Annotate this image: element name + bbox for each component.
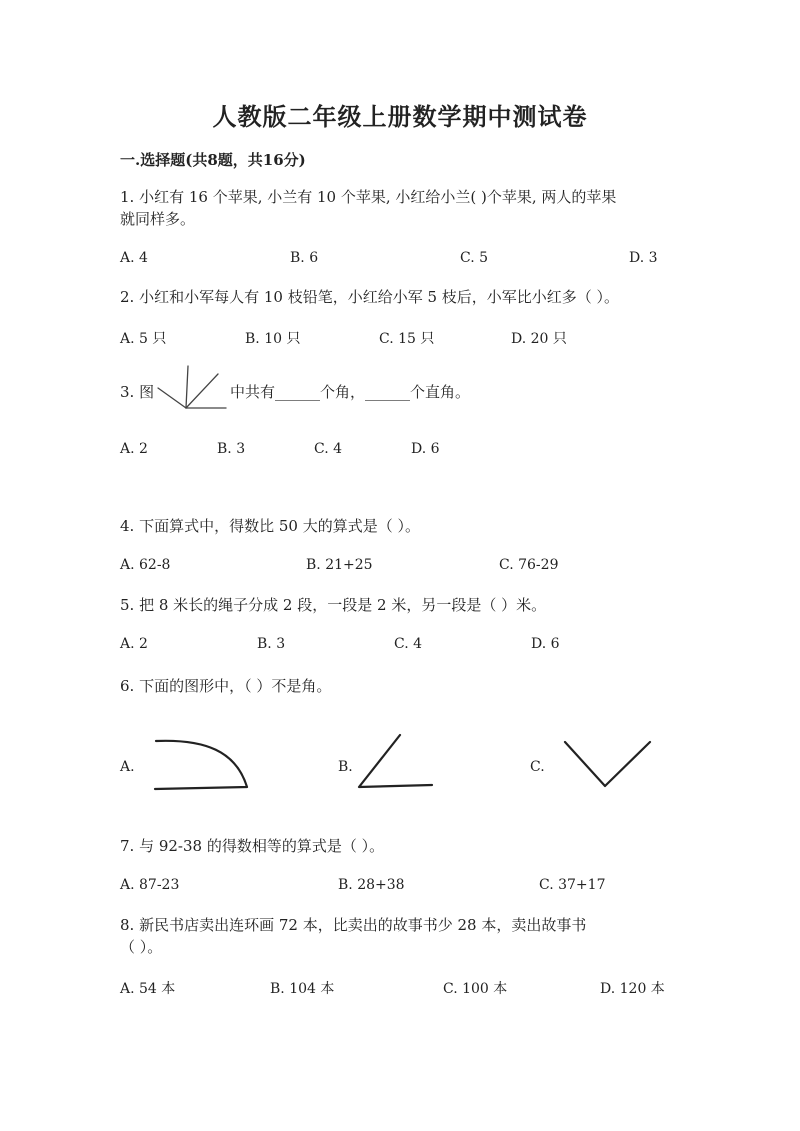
question-7-option-c[interactable]: C. 37+17 [539,877,606,893]
question-4-option-b[interactable]: B. 21+25 [306,557,373,573]
question-5-option-b[interactable]: B. 3 [257,636,286,652]
page-title: 人教版二年级上册数学期中测试卷 [212,102,588,131]
question-4-option-a[interactable]: A. 62-8 [120,557,171,573]
question-3-option-c[interactable]: C. 4 [314,441,343,457]
question-3-prefix: 3. 图 [120,383,155,401]
question-8-line-2: （ ）。 [120,938,163,956]
question-8-option-d[interactable]: D. 120 本 [600,981,665,997]
question-7-text: 7. 与 92-38 的得数相等的算式是（ ）。 [120,837,385,855]
question-4-option-c[interactable]: C. 76-29 [499,557,559,573]
question-8-line-1: 8. 新民书店卖出连环画 72 本，比卖出的故事书少 28 本，卖出故事书 [120,916,587,934]
question-2-option-a[interactable]: A. 5 只 [120,331,167,347]
quarter-arc-figure [150,736,250,792]
question-5-text: 5. 把 8 米长的绳子分成 2 段，一段是 2 米，另一段是（ ）米。 [120,596,547,614]
question-2-option-b[interactable]: B. 10 只 [245,331,301,347]
question-6-text: 6. 下面的图形中，（ ）不是角。 [120,677,332,695]
question-1-line-2: 就同样多。 [120,210,196,228]
question-5-option-a[interactable]: A. 2 [120,636,148,652]
question-7-option-b[interactable]: B. 28+38 [338,877,405,893]
question-1-option-c[interactable]: C. 5 [460,250,489,266]
question-8-option-a[interactable]: A. 54 本 [120,981,176,997]
question-2-option-c[interactable]: C. 15 只 [379,331,435,347]
question-8-option-c[interactable]: C. 100 本 [443,981,508,997]
angle-rays-figure [156,364,228,412]
question-3-option-a[interactable]: A. 2 [120,441,148,457]
question-2-option-d[interactable]: D. 20 只 [511,331,567,347]
question-6-option-b[interactable]: B. [338,759,353,775]
question-6-option-c[interactable]: C. [530,759,545,775]
question-5-option-c[interactable]: C. 4 [394,636,423,652]
section-heading: 一.选择题(共8题，共16分) [120,151,306,169]
question-1-line-1: 1. 小红有 16 个苹果, 小兰有 10 个苹果, 小红给小兰( )个苹果, 两人的苹果 [120,188,617,206]
question-2-text: 2. 小红和小军每人有 10 枝铅笔，小红给小军 5 枝后，小军比小红多（ ）。 [120,288,620,306]
question-1-option-d[interactable]: D. 3 [629,250,658,266]
question-8-option-b[interactable]: B. 104 本 [270,981,335,997]
question-3-option-d[interactable]: D. 6 [411,441,440,457]
question-6-option-a[interactable]: A. [120,759,135,775]
question-4-text: 4. 下面算式中，得数比 50 大的算式是（ ）。 [120,517,420,535]
question-5-option-d[interactable]: D. 6 [531,636,560,652]
v-angle-figure [563,740,653,790]
question-7-option-a[interactable]: A. 87-23 [120,877,180,893]
question-3-suffix: 中共有______个角，______个直角。 [230,383,471,401]
acute-angle-figure [355,733,435,789]
question-3-option-b[interactable]: B. 3 [217,441,246,457]
question-1-option-a[interactable]: A. 4 [120,250,148,266]
question-1-option-b[interactable]: B. 6 [290,250,319,266]
